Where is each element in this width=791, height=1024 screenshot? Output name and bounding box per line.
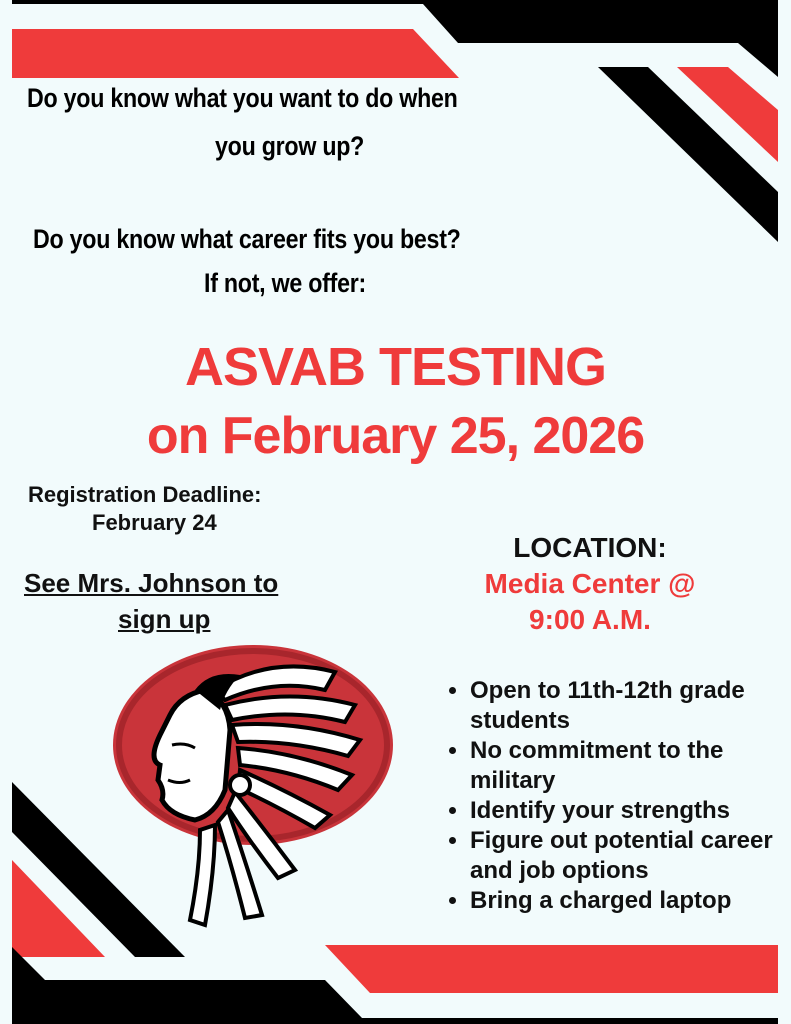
question-1-line-1: Do you know what you want to do when: [27, 83, 458, 113]
question-2-line-1: Do you know what career fits you best?: [33, 224, 461, 254]
headline-date: on February 25, 2026: [146, 407, 645, 465]
signup-contact-line-1: See Mrs. Johnson to: [24, 568, 279, 598]
registration-deadline-date: February 24: [92, 510, 217, 535]
list-item: • Bring a charged laptop: [470, 886, 791, 916]
list-item: • No commitment to the military: [470, 736, 791, 796]
list-item: • Identify your strengths: [470, 796, 791, 826]
feature-list: [448, 676, 791, 916]
location-time: 9:00 A.M.: [529, 604, 651, 635]
bottom-red-bar: [325, 945, 778, 993]
list-item: • Figure out potential career and job options: [470, 826, 791, 886]
location-label: LOCATION:: [513, 532, 667, 563]
registration-deadline-label: Registration Deadline:: [28, 482, 262, 507]
chief-headdress-mascot-icon: [113, 645, 393, 925]
signup-contact-line-2: sign up: [118, 604, 211, 634]
question-2-line-2: If not, we offer:: [204, 268, 367, 298]
top-red-bar: [12, 29, 459, 78]
list-item: • Open to 11th-12th grade students: [470, 676, 791, 736]
question-1-line-2: you grow up?: [215, 131, 365, 161]
headline-title: ASVAB TESTING: [184, 337, 607, 397]
location-place: Media Center @: [484, 568, 696, 599]
